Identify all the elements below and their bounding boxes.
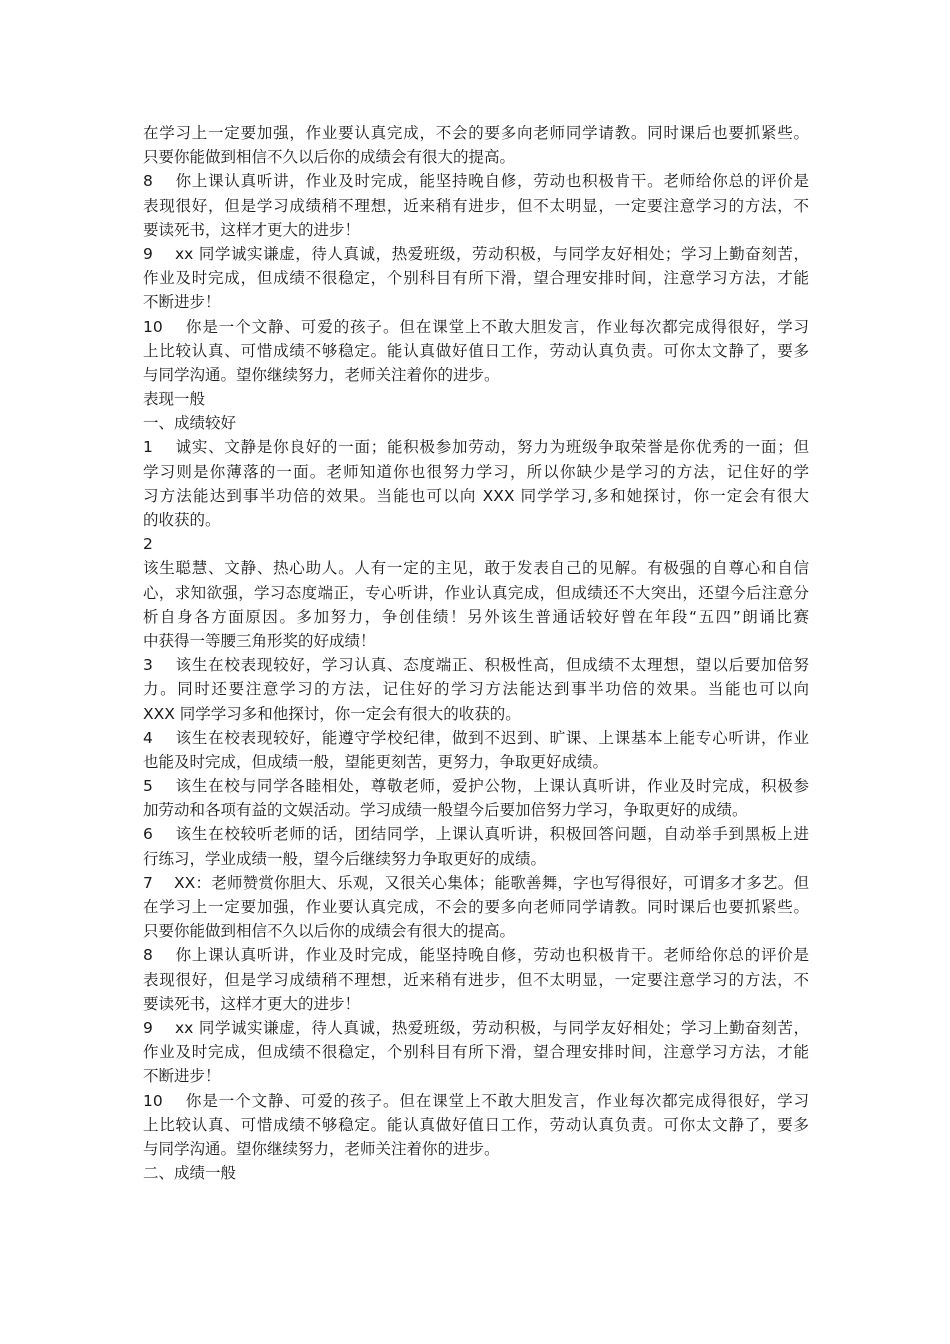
text-line: 二、成绩一般	[143, 1164, 237, 1183]
text-line: 中获得一等腰三角形奖的好成绩！	[143, 631, 376, 650]
text-line: 10 你是一个文静、可爱的孩子。但在课堂上不敢大胆发言，作业每次都完成得很好，学习	[143, 317, 809, 336]
text-line: 3 该生在校表现较好，学习认真、态度端正、积极性高，但成绩不太理想，望以后要加倍努	[143, 656, 809, 675]
text-line: 1 诚实、文静是你良好的一面；能积极参加劳动，努力为班级争取荣誉是你优秀的一面；但	[143, 438, 809, 457]
text-line: 析自身各方面原因。多加努力，争创佳绩！另外该生普通话较好曾在年段“五四”朗诵比赛	[143, 607, 809, 626]
text-line: XXX 同学学习多和他探讨，你一定会有很大的收获的。	[143, 704, 521, 723]
text-line: 心，求知欲强，学习态度端正，专心听讲，作业认真完成，但成绩还不大突出，还望今后注意分	[143, 583, 809, 602]
text-line: 该生聪慧、文静、热心助人。人有一定的主见，敢于发表自己的见解。有极强的自尊心和自信	[143, 559, 809, 578]
text-line: 表现很好，但是学习成绩稍不理想，近来稍有进步，但不太明显，一定要注意学习的方法，不	[143, 970, 809, 989]
text-line: 加劳动和各项有益的文娱活动。学习成绩一般望今后要加倍努力学习，争取更好的成绩。	[143, 801, 748, 820]
text-line: 表现一般	[143, 390, 206, 409]
text-line: 学习则是你薄落的一面。老师知道你也很努力学习，所以你缺少是学习的方法，记住好的学	[143, 462, 809, 481]
text-line: 上比较认真、可惜成绩不够稳定。能认真做好值日工作，劳动认真负责。可你太文静了，要多	[143, 341, 809, 360]
text-line: 的收获的。	[143, 511, 221, 529]
text-line: 只要你能做到相信不久以后你的成绩会有很大的提高。	[143, 922, 516, 941]
text-line: 表现很好，但是学习成绩稍不理想，近来稍有进步，但不太明显，一定要注意学习的方法，不	[143, 196, 809, 215]
text-line: 4 该生在校表现较好，能遵守学校纪律，做到不迟到、旷课、上课基本上能专心听讲，作业	[143, 728, 809, 747]
text-line: 8 你上课认真听讲，作业及时完成，能坚持晚自修，劳动也积极肯干。老师给你总的评价是	[143, 946, 809, 965]
document-page	[143, 121, 809, 1185]
text-line: 作业及时完成，但成绩不很稳定，个别科目有所下滑，望合理安排时间，注意学习方法，才能	[143, 269, 809, 288]
text-line: 2	[143, 535, 153, 554]
text-line: 也能及时完成，但成绩一般，望能更刻苦，更努力，争取更好成绩。	[143, 752, 609, 771]
text-line: 不断进步！	[143, 1067, 221, 1086]
text-line: 行练习，学业成绩一般，望今后继续努力争取更好的成绩。	[143, 849, 547, 868]
text-line: 作业及时完成，但成绩不很稳定，个别科目有所下滑，望合理安排时间，注意学习方法，才能	[143, 1043, 809, 1062]
text-line: 上比较认真、可惜成绩不够稳定。能认真做好值日工作，劳动认真负责。可你太文静了，要多	[143, 1115, 809, 1134]
text-line: 9 xx 同学诚实谦虚，待人真诚，热爱班级，劳动积极，与同学友好相处；学习上勤奋刻苦，	[143, 244, 809, 263]
text-line: 10 你是一个文静、可爱的孩子。但在课堂上不敢大胆发言，作业每次都完成得很好，学习	[143, 1091, 809, 1110]
text-line: 力。同时还要注意学习的方法，记住好的学习方法能达到事半功倍的效果。当能也可以向	[143, 680, 809, 699]
text-line: 习方法能达到事半功倍的效果。当能也可以向 XXX 同学学习,多和她探讨，你一定会有很大	[143, 486, 809, 505]
text-line: 6 该生在校较听老师的话，团结同学，上课认真听讲，积极回答问题，自动举手到黑板上进	[143, 825, 809, 844]
text-line: 在学习上一定要加强，作业要认真完成，不会的要多向老师同学请教。同时课后也要抓紧些。	[143, 124, 809, 142]
text-line: 要读死书，这样才更大的进步！	[143, 220, 361, 239]
text-line: 只要你能做到相信不久以后你的成绩会有很大的提高。	[143, 148, 516, 167]
text-line: 在学习上一定要加强，作业要认真完成，不会的要多向老师同学请教。同时课后也要抓紧些。	[143, 898, 809, 916]
text-line: 要读死书，这样才更大的进步！	[143, 994, 361, 1013]
text-line: 与同学沟通。望你继续努力，老师关注着你的进步。	[143, 365, 500, 384]
text-line: 5 该生在校与同学各睦相处，尊敬老师，爱护公物，上课认真听讲，作业及时完成，积极参	[143, 777, 809, 796]
text-line: 与同学沟通。望你继续努力，老师关注着你的进步。	[143, 1139, 500, 1158]
text-line: 9 xx 同学诚实谦虚，待人真诚，热爱班级，劳动积极，与同学友好相处；学习上勤奋刻苦，	[143, 1018, 809, 1037]
text-line: 不断进步！	[143, 293, 221, 312]
text-line: 一、成绩较好	[143, 414, 237, 433]
text-line: 7 XX：老师赞赏你胆大、乐观，又很关心集体；能歌善舞，字也写得很好，可谓多才多艺。但	[143, 873, 809, 892]
text-line: 8 你上课认真听讲，作业及时完成，能坚持晚自修，劳动也积极肯干。老师给你总的评价是	[143, 172, 809, 191]
